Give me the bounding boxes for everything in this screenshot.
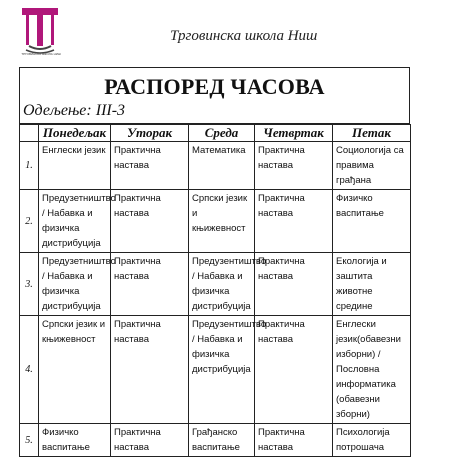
schedule-cell: Практична настава (255, 316, 333, 424)
table-row (20, 190, 411, 253)
day-header-monday: Понедељак (39, 125, 111, 142)
schedule-header-frame (19, 67, 410, 124)
period-number: 2. (20, 190, 39, 253)
schedule-cell: Практична настава (111, 253, 189, 316)
schedule-cell: Српски језик и књижевност (189, 190, 255, 253)
schedule-cell: Енглески језик(обавезни изборни) /Пословна информатика (обавезни зборни) (333, 316, 411, 424)
schedule-cell: Српски језик и књижевност (39, 316, 111, 424)
schedule-cell: Практична настава (255, 424, 333, 457)
period-number: 1. (20, 142, 39, 190)
schedule-cell: Практична настава (111, 142, 189, 190)
schedule-cell: Психологија потрошача (333, 424, 411, 457)
logo-caption: ТРГОВИНСКА ШКОЛА НИШ (21, 52, 61, 56)
schedule-cell: Енглески језик (39, 142, 111, 190)
schedule-cell: Практична настава (255, 190, 333, 253)
schedule-cell: Предузентиштво / Набавка и физичка дистрибуција (189, 316, 255, 424)
period-number: 5. (20, 424, 39, 457)
period-number: 4. (20, 316, 39, 424)
table-row (20, 253, 411, 316)
day-header-wednesday: Среда (189, 125, 255, 142)
day-header-thursday: Четвртак (255, 125, 333, 142)
schedule-cell: Практична настава (111, 190, 189, 253)
logo-emblem-icon (18, 6, 62, 54)
schedule-cell: Физичко васпитање (39, 424, 111, 457)
page-title: РАСПОРЕД ЧАСОВА (104, 74, 325, 99)
schedule-cell: Социологија са правима грађана (333, 142, 411, 190)
school-name: Трговинска школа Ниш (170, 28, 318, 44)
day-header-friday: Петак (333, 125, 411, 142)
schedule-cell: Физичко васпитање (333, 190, 411, 253)
schedule-cell: Предузентиштво / Набавка и физичка дистрибуција (189, 253, 255, 316)
schedule-cell: Математика (189, 142, 255, 190)
day-header-row (20, 125, 411, 142)
schedule-cell: Грађанско васпитање (189, 424, 255, 457)
schedule-cell: Практична настава (111, 424, 189, 457)
table-row (20, 424, 411, 457)
schedule-cell: Предузетништво / Набавка и физичка дистрибуција (39, 190, 111, 253)
schedule-table (19, 124, 411, 457)
schedule-cell: Практична настава (111, 316, 189, 424)
schedule-cell: Практична настава (255, 142, 333, 190)
schedule-cell: Екологија и заштита животне средине (333, 253, 411, 316)
corner-cell (20, 125, 39, 142)
period-number: 3. (20, 253, 39, 316)
table-row (20, 316, 411, 424)
table-row (20, 142, 411, 190)
class-label: Одељење: III-3 (23, 102, 126, 119)
schedule-cell: Предузетништво / Набавка и физичка дистрибуција (39, 253, 111, 316)
schedule-cell: Практична настава (255, 253, 333, 316)
day-header-tuesday: Уторак (111, 125, 189, 142)
